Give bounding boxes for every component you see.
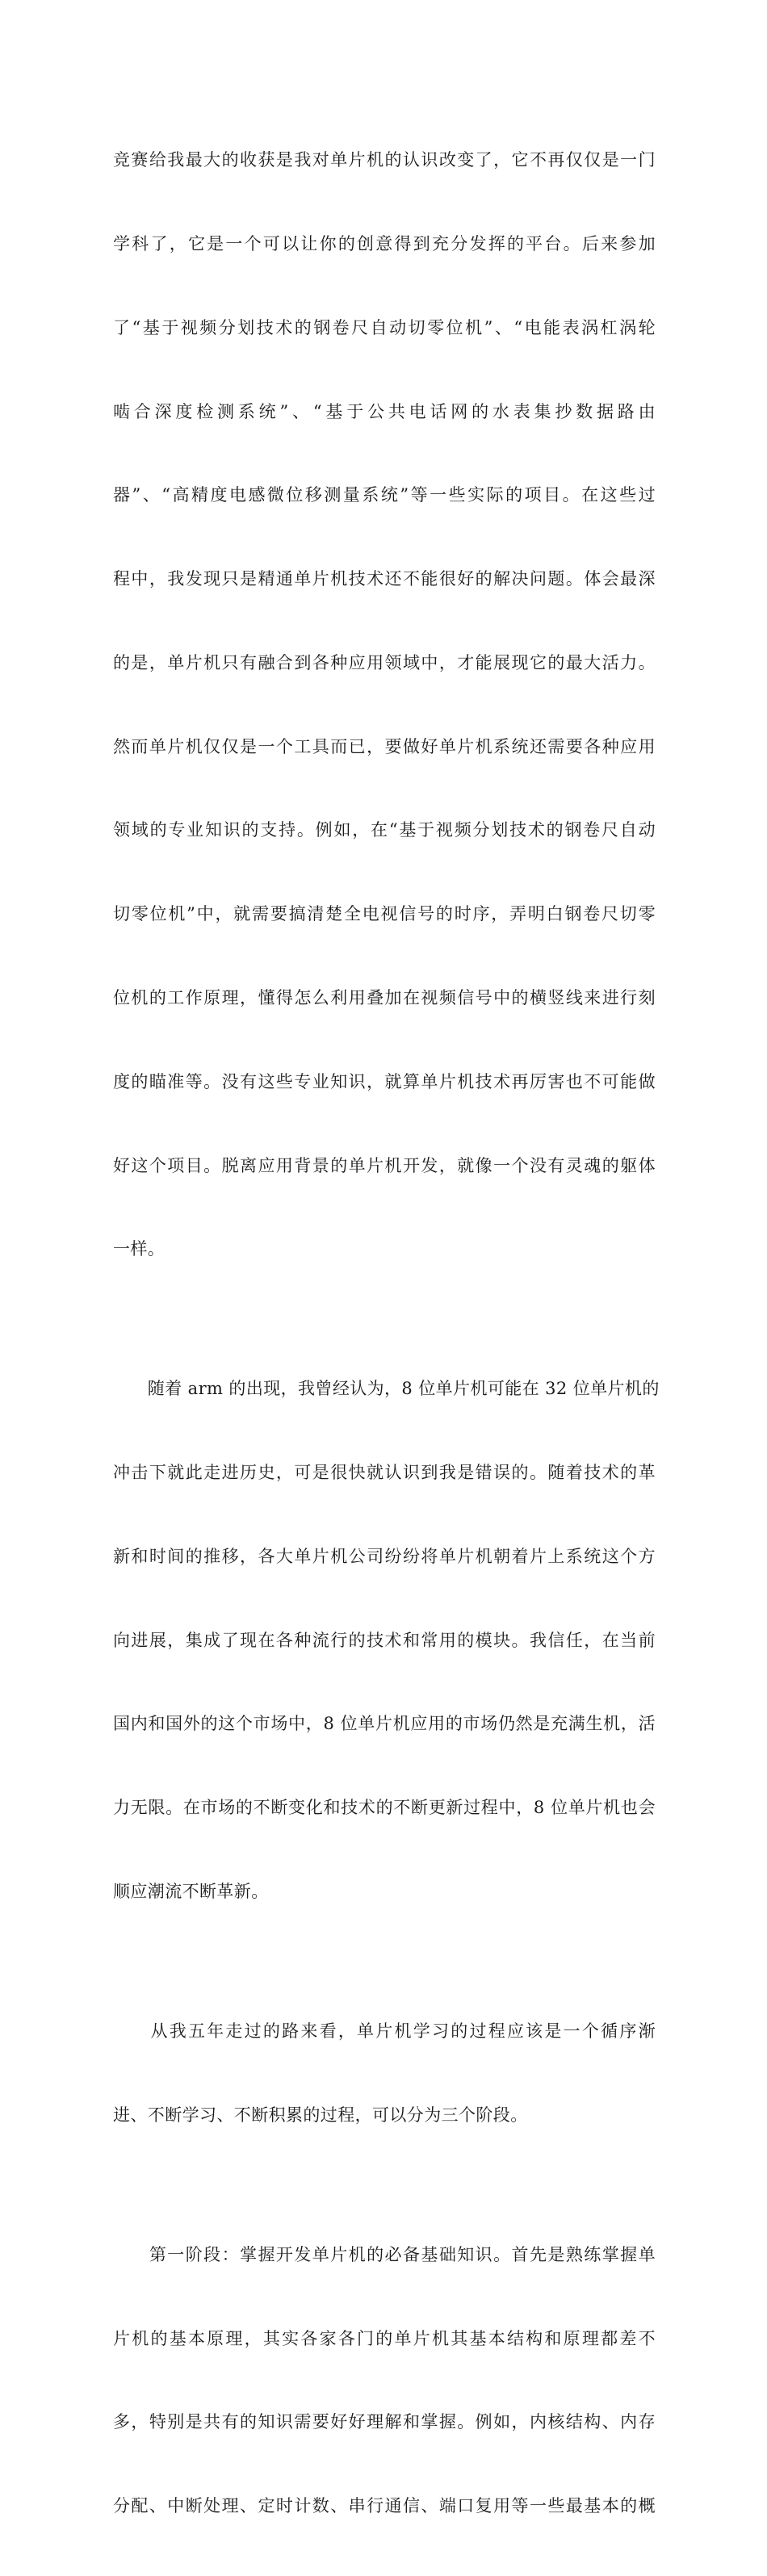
paragraph-2 xyxy=(113,1319,660,1962)
text-line: 竞赛给我最大的收获是我对单片机的认识改变了，它不再仅仅是一门 xyxy=(113,150,656,170)
text-line: 顺应潮流不断革新。 xyxy=(113,1882,269,1901)
paragraph-3 xyxy=(113,1962,656,2185)
text-line: 向进展，集成了现在各种流行的技术和常用的模块。我信任，在当前 xyxy=(113,1630,656,1650)
text-line: 啮合深度检测系统”、“基于公共电话网的水表集抄数据路由 xyxy=(113,401,656,421)
text-line: 好这个项目。脱离应用背景的单片机开发，就像一个没有灵魂的躯体 xyxy=(113,1155,656,1175)
text-line: 多，特别是共有的知识需要好好理解和掌握。例如，内核结构、内存 xyxy=(113,2412,656,2432)
text-line: 程中，我发现只是精通单片机技术还不能很好的解决问题。体会最深 xyxy=(113,569,656,589)
text-line: 力无限。在市场的不断变化和技术的不断更新过程中，8 位单片机也会 xyxy=(113,1798,656,1818)
text-line: 学科了，它是一个可以让你的创意得到充分发挥的平台。后来参加 xyxy=(113,233,656,253)
text-line: 从我五年走过的路来看，单片机学习的过程应该是一个循序渐 xyxy=(113,2021,656,2041)
text-line: 一样。 xyxy=(113,1239,166,1259)
text-line: 了“基于视频分划技术的钢卷尺自动切零位机”、“电能表涡杠涡轮 xyxy=(113,317,656,337)
text-line: 然而单片机仅仅是一个工具而已，要做好单片机系统还需要各种应用 xyxy=(113,736,656,756)
text-line: 新和时间的推移，各大单片机公司纷纷将单片机朝着片上系统这个方 xyxy=(113,1546,656,1566)
text-line: 的是，单片机只有融合到各种应用领域中，才能展现它的最大活力。 xyxy=(113,652,656,672)
text-line: 分配、中断处理、定时计数、串行通信、端口复用等一些最基本的概 xyxy=(113,2496,656,2516)
text-line: 第一阶段：掌握开发单片机的必备基础知识。首先是熟练掌握单 xyxy=(113,2244,656,2264)
text-line: 片机的基本原理，其实各家各门的单片机其基本结构和原理都差不 xyxy=(113,2328,656,2348)
text-line: 随着 arm 的出现，我曾经认为，8 位单片机可能在 32 位单片机的 xyxy=(113,1379,660,1399)
text-line: 位机的工作原理，懂得怎么利用叠加在视频信号中的横竖线来进行刻 xyxy=(113,988,656,1007)
paragraph-1 xyxy=(113,90,656,1319)
text-line: 国内和国外的这个市场中，8 位单片机应用的市场仍然是充满生机，活 xyxy=(113,1714,656,1734)
text-line: 冲击下就此走进历史，可是很快就认识到我是错误的。随着技术的革 xyxy=(113,1463,656,1483)
text-line: 领域的专业知识的支持。例如，在“基于视频分划技术的钢卷尺自动 xyxy=(113,820,656,840)
document-body xyxy=(113,90,660,2576)
paragraph-4 xyxy=(113,2185,656,2576)
text-line: 器”、“高精度电感微位移测量系统”等一些实际的项目。在这些过 xyxy=(113,485,656,505)
text-line: 度的瞄准等。没有这些专业知识，就算单片机技术再厉害也不可能做 xyxy=(113,1071,656,1091)
text-line: 进、不断学习、不断积累的过程，可以分为三个阶段。 xyxy=(113,2105,528,2125)
text-line: 切零位机”中，就需要搞清楚全电视信号的时序，弄明白钢卷尺切零 xyxy=(113,904,656,924)
